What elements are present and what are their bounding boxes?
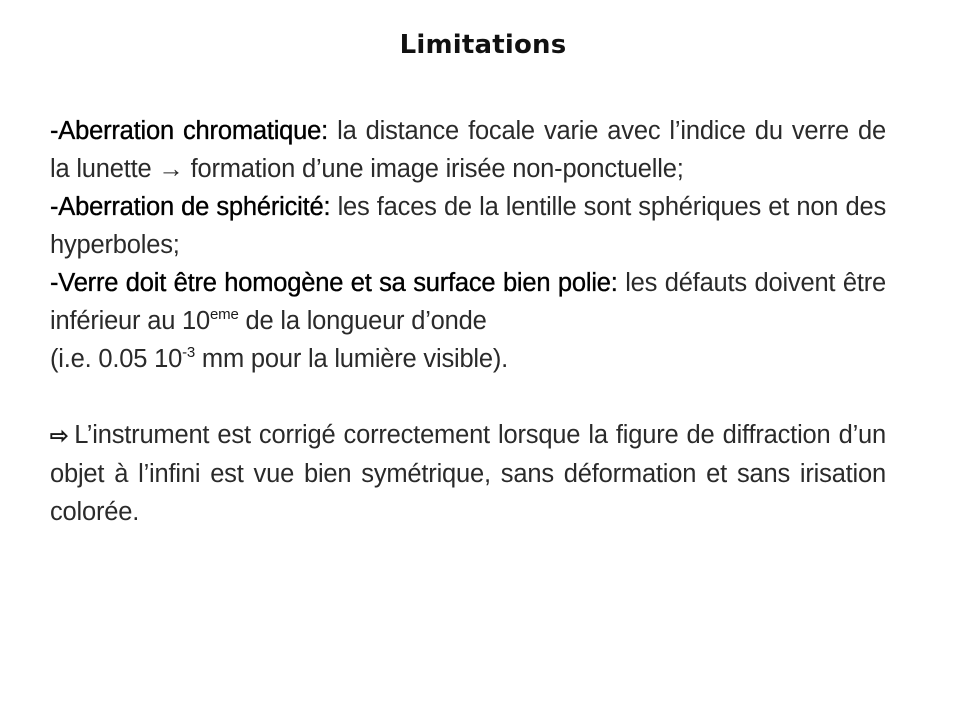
right-arrow-icon: →: [158, 155, 184, 183]
slide-title: Limitations: [399, 30, 567, 60]
superscript: eme: [210, 305, 239, 323]
item-chromatic-aberration: [50, 112, 886, 188]
item-glass-quality: [50, 264, 886, 340]
spacer: [50, 378, 886, 416]
outline-arrow-icon: ⇨: [50, 423, 69, 448]
item-desc-continued: de la longueur d’onde: [245, 307, 487, 335]
note-suffix: mm pour la lumière visible).: [201, 345, 509, 373]
item-sphericity-aberration: [50, 188, 886, 264]
slide-body: [50, 112, 886, 531]
note-line: [50, 340, 886, 378]
item-desc: les défauts doivent être inférieur au 10: [50, 269, 886, 335]
item-term: -Aberration de sphéricité:: [50, 193, 331, 221]
item-desc: la distance focale varie avec l’indice du verre de la lunette: [50, 117, 887, 183]
item-term: -Aberration chromatique:: [50, 117, 329, 145]
conclusion: [50, 416, 886, 531]
conclusion-text: L’instrument est corrigé correctement lorsque la figure de diffraction d’un objet à l’infini est vue bien symétrique, sans déformation et sans irisation colorée.: [50, 421, 886, 526]
note-prefix: (i.e. 0.05 10: [50, 345, 183, 373]
item-desc-continued: formation d’une image irisée non-ponctuelle;: [190, 155, 684, 183]
superscript: -3: [182, 343, 196, 361]
item-desc: les faces de la lentille sont sphériques et non des hyperboles;: [50, 193, 887, 259]
item-term: -Verre doit être homogène et sa surface bien polie:: [50, 269, 618, 297]
